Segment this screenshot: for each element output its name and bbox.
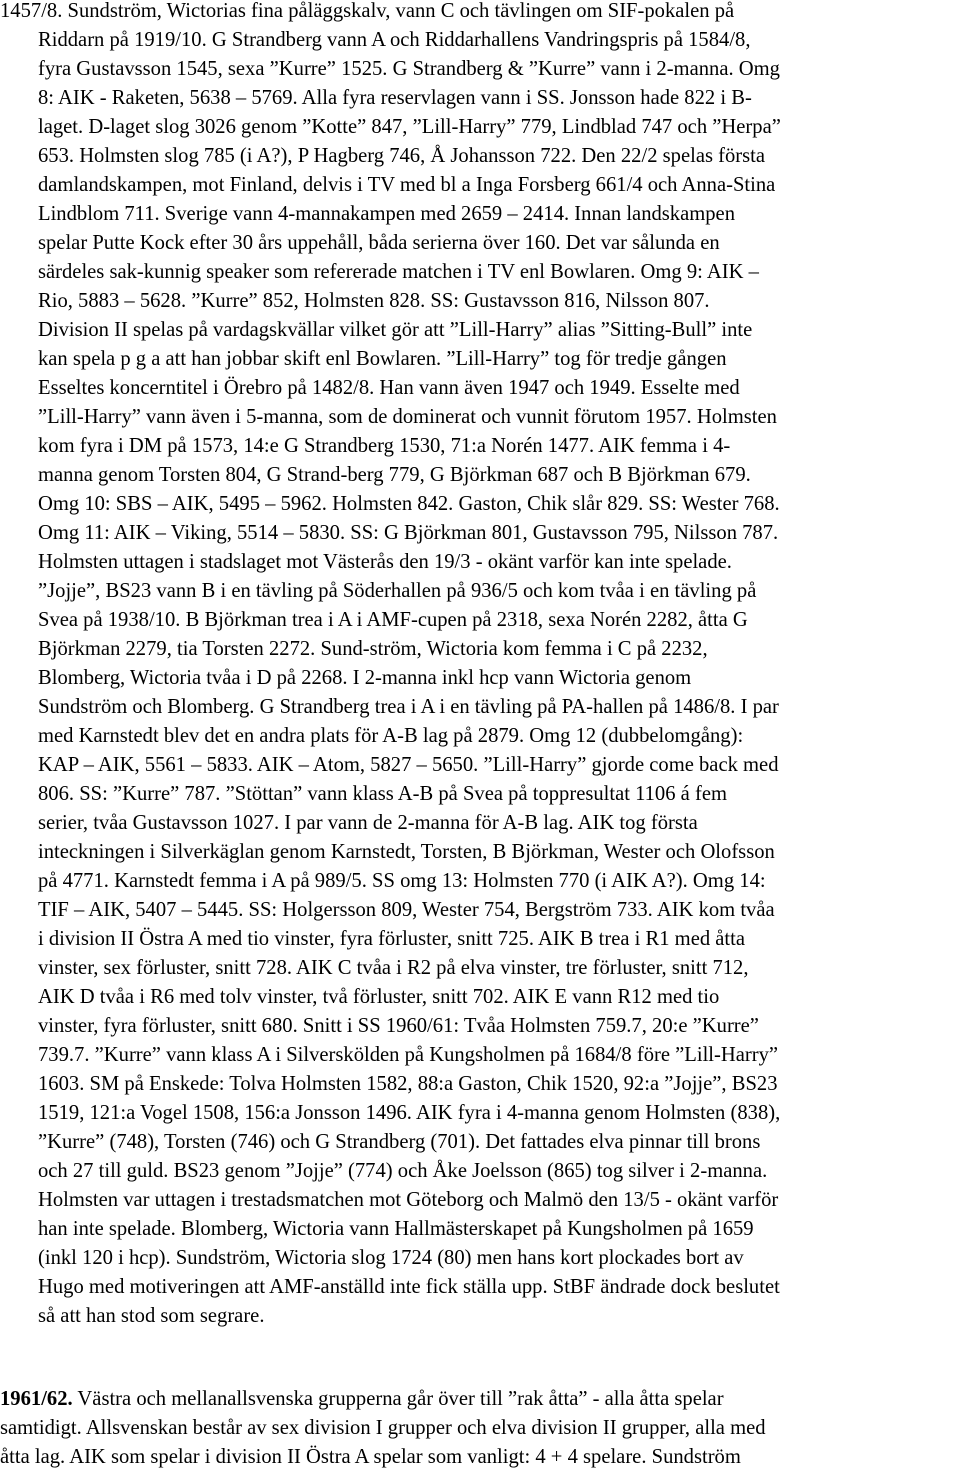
text-line: spelar Putte Kock efter 30 års uppehåll, båda serierna över 160. Det var sålunda en [38, 232, 720, 254]
text-line: Rio, 5883 – 5628. ”Kurre” 852, Holmsten 828. SS: Gustavsson 816, Nilsson 807. [38, 290, 710, 312]
text-line: AIK D tvåa i R6 med tolv vinster, två förluster, snitt 702. AIK E vann R12 med tio [38, 986, 720, 1008]
text-line: laget. D-laget slog 3026 genom ”Kotte” 847, ”Lill-Harry” 779, Lindblad 747 och ”Herpa” [38, 116, 781, 138]
text-line: 653. Holmsten slog 785 (i A?), P Hagberg 746, Å Johansson 722. Den 22/2 spelas första [38, 145, 766, 167]
text-line: (inkl 120 i hcp). Sundström, Wictoria slog 1724 (80) men hans kort plockades bort av [38, 1247, 744, 1269]
text-line: kan spela p g a att han jobbar skift enl Bowlaren. ”Lill-Harry” tog för tredje gången [38, 348, 727, 370]
text-line: inteckningen i Silverkäglan genom Karnstedt, Torsten, B Björkman, Wester och Olofsson [38, 841, 775, 863]
text-line: Sundström och Blomberg. G Strandberg trea i A i en tävling på PA-hallen på 1486/8. I par [38, 696, 779, 718]
text-line: KAP – AIK, 5561 – 5833. AIK – Atom, 5827 – 5650. ”Lill-Harry” gjorde come back med [38, 754, 779, 776]
text-line: med Karnstedt blev det en andra plats för A-B lag på 2879. Omg 12 (dubbelomgång): [38, 725, 744, 747]
text-line: Riddarn på 1919/10. G Strandberg vann A och Riddarhallens Vandringspris på 1584/8, [38, 29, 751, 51]
text-line: Svea på 1938/10. B Björkman trea i A i AMF-cupen på 2318, sexa Norén 2282, åtta G [38, 609, 748, 631]
text-line: Esseltes koncerntitel i Örebro på 1482/8. Han vann även 1947 och 1949. Esselte med [38, 377, 740, 399]
text-line: han inte spelade. Blomberg, Wictoria vann Hallmästerskapet på Kungsholmen på 1659 [38, 1218, 754, 1240]
text-line: åtta lag. AIK som spelar i division II Östra A spelar som vanligt: 4 + 4 spelare. Sundström [0, 1446, 741, 1468]
text-line: Hugo med motiveringen att AMF-anställd inte fick ställa upp. StBF ändrade dock beslutet [38, 1276, 780, 1298]
text-line: kom fyra i DM på 1573, 14:e G Strandberg 1530, 71:a Norén 1477. AIK femma i 4- [38, 435, 731, 457]
text-line: Division II spelas på vardagskvällar vilket gör att ”Lill-Harry” alias ”Sitting-Bull” inte [38, 319, 753, 341]
text-line: fyra Gustavsson 1545, sexa ”Kurre” 1525. G Strandberg & ”Kurre” vann i 2-manna. Omg [38, 58, 780, 80]
text-line: ”Jojje”, BS23 vann B i en tävling på Söderhallen på 936/5 och kom tvåa i en tävling på [38, 580, 757, 602]
text-line: Blomberg, Wictoria tvåa i D på 2268. I 2-manna inkl hcp vann Wictoria genom [38, 667, 692, 689]
text-line: Västra och mellanallsvenska grupperna går över till ”rak åtta” - alla åtta spelar [72, 1388, 724, 1410]
season-heading: 1961/62. [0, 1388, 73, 1410]
text-line: Lindblom 711. Sverige vann 4-mannakampen med 2659 – 2414. Innan landskampen [38, 203, 735, 225]
text-line: och 27 till guld. BS23 genom ”Jojje” (774) och Åke Joelsson (865) tog silver i 2-manna. [38, 1160, 768, 1182]
text-line: samtidigt. Allsvenskan består av sex division I grupper och elva division II grupper, alla med [0, 1417, 766, 1439]
text-line: manna genom Torsten 804, G Strand-berg 779, G Björkman 687 och B Björkman 679. [38, 464, 751, 486]
text-line: ”Kurre” (748), Torsten (746) och G Strandberg (701). Det fattades elva pinnar till brons [38, 1131, 761, 1153]
text-line: 8: AIK - Raketen, 5638 – 5769. Alla fyra reservlagen vann i SS. Jonsson hade 822 i B- [38, 87, 752, 109]
season-1961-62-paragraph [0, 1385, 958, 1472]
text-line: serier, tvåa Gustavsson 1027. I par vann de 2-manna för A-B lag. AIK tog första [38, 812, 698, 834]
text-line: damlandskampen, mot Finland, delvis i TV med bl a Inga Forsberg 661/4 och Anna-Stina [38, 174, 776, 196]
paragraph-first-line: 1457/8. Sundström, Wictorias fina påläggskalv, vann C och tävlingen om SIF-pokalen på [0, 0, 735, 22]
text-line: i division II Östra A med tio vinster, fyra förluster, snitt 725. AIK B trea i R1 med åtta [38, 928, 746, 950]
text-line: 739.7. ”Kurre” vann klass A i Silverskölden på Kungsholmen på 1684/8 före ”Lill-Harry” [38, 1044, 779, 1066]
text-line: 806. SS: ”Kurre” 787. ”Stöttan” vann klass A-B på Svea på toppresultat 1106 á fem [38, 783, 727, 805]
text-line: TIF – AIK, 5407 – 5445. SS: Holgersson 809, Wester 754, Bergström 733. AIK kom tvåa [38, 899, 775, 921]
text-line: vinster, fyra förluster, snitt 680. Snitt i SS 1960/61: Tvåa Holmsten 759.7, 20:e ”Kurre” [38, 1015, 759, 1037]
text-line: 1603. SM på Enskede: Tolva Holmsten 1582, 88:a Gaston, Chik 1520, 92:a ”Jojje”, BS23 [38, 1073, 778, 1095]
text-line: Omg 11: AIK – Viking, 5514 – 5830. SS: G Björkman 801, Gustavsson 795, Nilsson 787. [38, 522, 779, 544]
text-line: på 4771. Karnstedt femma i A på 989/5. SS omg 13: Holmsten 770 (i AIK A?). Omg 14: [38, 870, 766, 892]
text-line: vinster, sex förluster, snitt 728. AIK C tvåa i R2 på elva vinster, tre förluster, snitt 712, [38, 957, 749, 979]
text-line: så att han stod som segrare. [38, 1305, 265, 1327]
text-line: Omg 10: SBS – AIK, 5495 – 5962. Holmsten 842. Gaston, Chik slår 829. SS: Wester 768. [38, 493, 780, 515]
text-line: Björkman 2279, tia Torsten 2272. Sund-ström, Wictoria kom femma i C på 2232, [38, 638, 708, 660]
text-line: Holmsten uttagen i stadslaget mot Västerås den 19/3 - okänt varför kan inte spelade. [38, 551, 732, 573]
text-line: ”Lill-Harry” vann även i 5-manna, som de dominerat och vunnit förutom 1957. Holmsten [38, 406, 777, 428]
text-line: 1519, 121:a Vogel 1508, 156:a Jonsson 1496. AIK fyra i 4-manna genom Holmsten (838), [38, 1102, 781, 1124]
text-line: Holmsten var uttagen i trestadsmatchen mot Göteborg och Malmö den 13/5 - okänt varför [38, 1189, 779, 1211]
text-line: särdeles sak-kunnig speaker som refererade matchen i TV enl Bowlaren. Omg 9: AIK – [38, 261, 759, 283]
